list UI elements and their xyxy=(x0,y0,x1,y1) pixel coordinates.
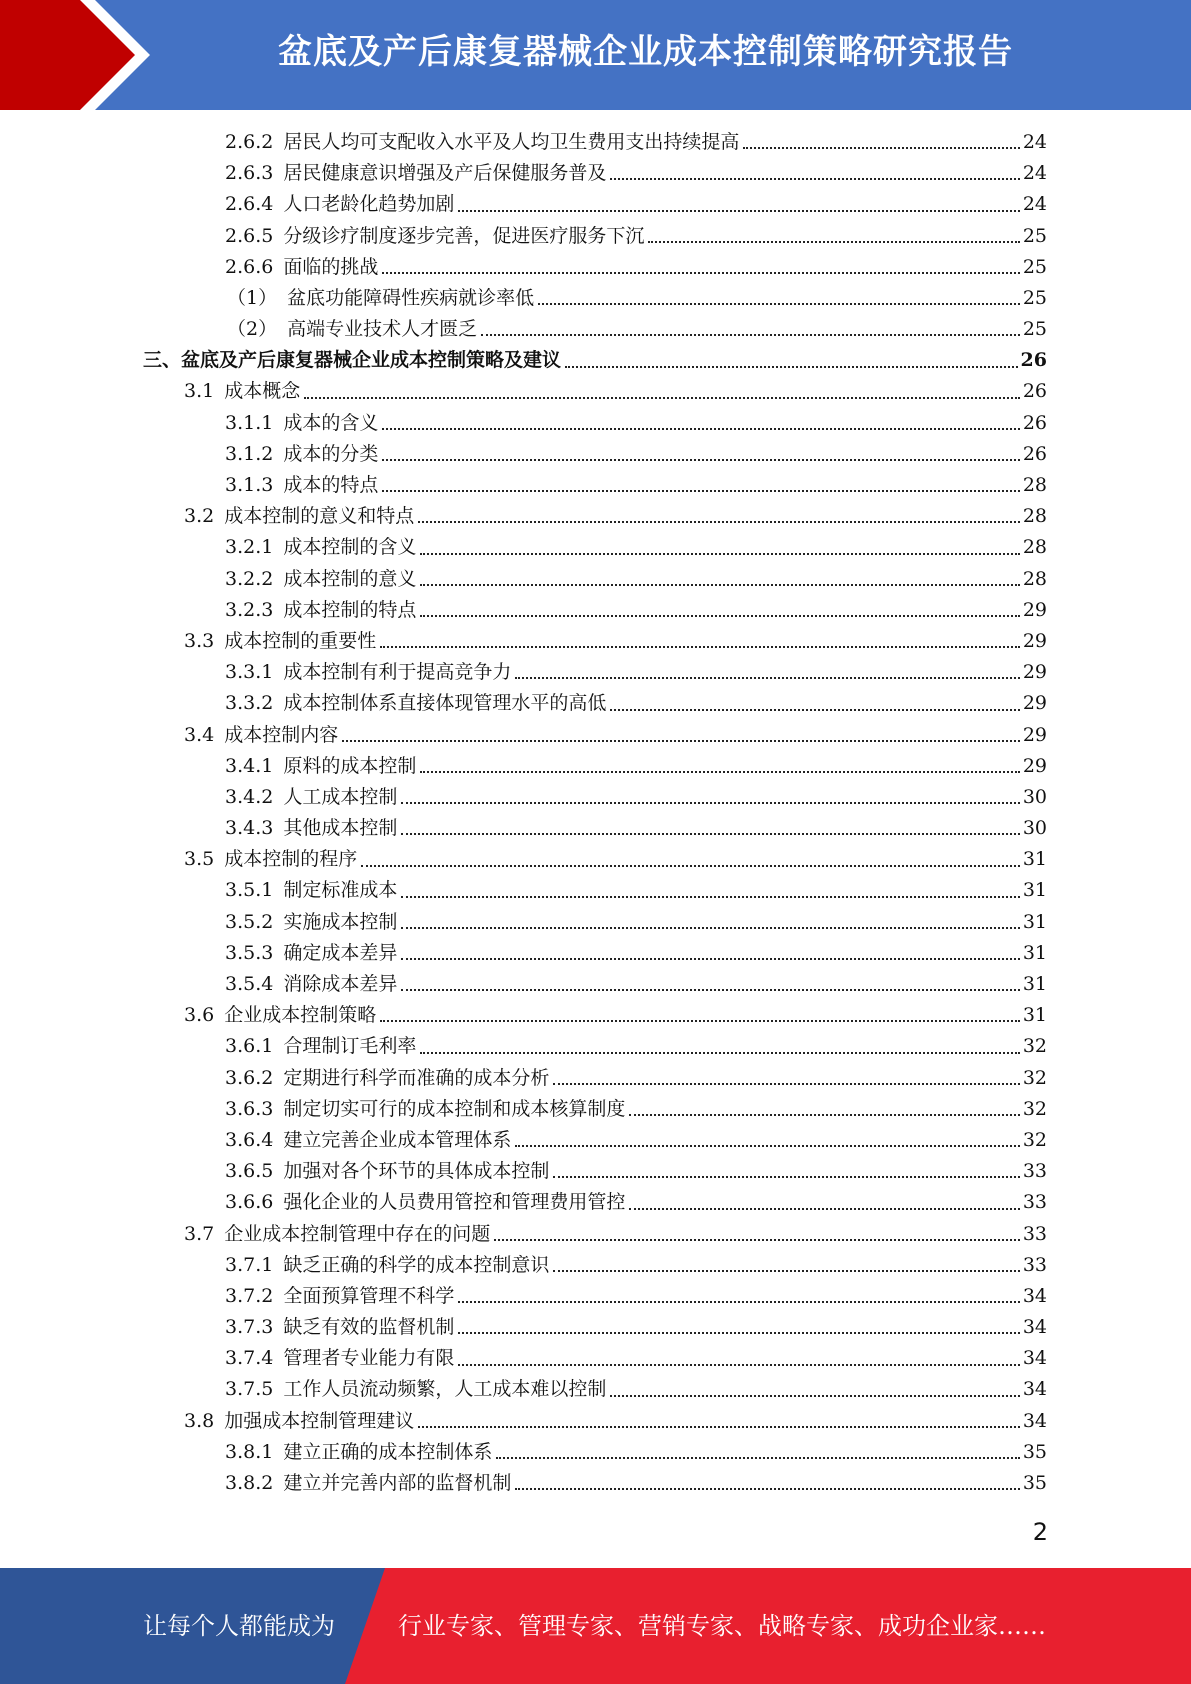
toc-entry[interactable] xyxy=(0,969,1191,1000)
toc-entry[interactable] xyxy=(0,189,1191,220)
toc-entry-text: 成本控制有利于提高竞争力 xyxy=(283,661,512,684)
toc-entry-page: 26 xyxy=(1022,380,1047,403)
toc-dot-leader xyxy=(304,396,1020,399)
toc-entry-text: 成本控制的特点 xyxy=(283,598,417,621)
toc-entry-number: 3.6.1 xyxy=(225,1035,274,1058)
toc-entry-number: 3.6.6 xyxy=(225,1191,274,1214)
document-title: 盆底及产后康复器械企业成本控制策略研究报告 xyxy=(278,32,1013,72)
toc-dot-leader xyxy=(382,458,1019,461)
toc-entry-label xyxy=(225,1063,553,1094)
toc-entry-number: 3.2.3 xyxy=(225,598,274,621)
toc-entry-page: 30 xyxy=(1022,817,1047,840)
toc-entry[interactable] xyxy=(0,1281,1191,1312)
toc-entry-number: 3.1.2 xyxy=(225,442,274,465)
toc-entry-page: 25 xyxy=(1022,286,1047,309)
toc-entry[interactable] xyxy=(0,626,1191,657)
toc-dot-leader xyxy=(565,365,1018,368)
toc-entry-page: 28 xyxy=(1022,567,1047,590)
toc-entry[interactable] xyxy=(0,844,1191,875)
toc-dot-leader xyxy=(458,209,1019,212)
toc-entry-label xyxy=(184,1000,380,1031)
toc-entry-number: 3.4.2 xyxy=(225,785,274,808)
toc-dot-leader xyxy=(538,302,1020,305)
toc-dot-leader xyxy=(401,895,1019,898)
toc-dot-leader xyxy=(382,489,1019,492)
toc-entry-text: 成本的分类 xyxy=(283,442,379,465)
toc-entry[interactable] xyxy=(0,283,1191,314)
toc-entry-text: 居民人均可支配收入水平及人均卫生费用支出持续提高 xyxy=(283,130,740,153)
toc-entry[interactable] xyxy=(0,1219,1191,1250)
toc-entry-label xyxy=(227,314,481,345)
toc-entry-page: 29 xyxy=(1022,629,1047,652)
toc-entry[interactable] xyxy=(0,720,1191,751)
toc-entry-number: 3.8.1 xyxy=(225,1440,274,1463)
toc-entry-page: 29 xyxy=(1022,723,1047,746)
toc-entry-text: 加强成本控制管理建议 xyxy=(224,1409,415,1432)
toc-entry[interactable] xyxy=(0,127,1191,158)
toc-entry-number: 3.5.2 xyxy=(225,910,274,933)
toc-entry-text: 建立完善企业成本管理体系 xyxy=(283,1128,512,1151)
toc-entry-text: 制定标准成本 xyxy=(283,879,398,902)
toc-dot-leader xyxy=(629,1113,1019,1116)
toc-dot-leader xyxy=(610,708,1019,711)
toc-entry-label xyxy=(184,1406,418,1437)
toc-dot-leader xyxy=(515,676,1019,679)
toc-entry-label xyxy=(225,408,382,439)
toc-dot-leader xyxy=(610,1394,1019,1397)
toc-entry-number: 3.2.2 xyxy=(225,567,274,590)
toc-dot-leader xyxy=(458,1363,1019,1366)
toc-dot-leader xyxy=(494,1238,1020,1241)
toc-entry-label xyxy=(225,158,610,189)
toc-entry-page: 31 xyxy=(1022,910,1047,933)
toc-entry[interactable] xyxy=(0,1312,1191,1343)
toc-entry-text: 定期进行科学而准确的成本分析 xyxy=(283,1066,550,1089)
toc-entry-label xyxy=(225,969,401,1000)
toc-dot-leader xyxy=(401,957,1019,960)
toc-entry-page: 34 xyxy=(1022,1316,1047,1339)
toc-entry-label xyxy=(227,283,538,314)
toc-entry-text: 成本控制的意义 xyxy=(283,567,417,590)
toc-entry-text: 高端专业技术人才匮乏 xyxy=(287,318,478,341)
toc-entry[interactable] xyxy=(0,408,1191,439)
toc-entry[interactable] xyxy=(0,158,1191,189)
toc-entry[interactable] xyxy=(0,782,1191,813)
toc-dot-leader xyxy=(515,1144,1019,1147)
toc-entry-label xyxy=(184,844,361,875)
toc-dot-leader xyxy=(418,1425,1020,1428)
toc-entry-page: 34 xyxy=(1022,1409,1047,1432)
toc-entry-label xyxy=(225,657,515,688)
toc-entry[interactable] xyxy=(0,1468,1191,1499)
toc-entry-text: 工作人员流动频繁，人工成本难以控制 xyxy=(283,1378,607,1401)
toc-entry[interactable] xyxy=(0,1250,1191,1281)
toc-entry-number: 3.3.2 xyxy=(225,692,274,715)
toc-entry[interactable] xyxy=(0,938,1191,969)
toc-dot-leader xyxy=(553,1269,1019,1272)
toc-entry-text: 成本控制的含义 xyxy=(283,536,417,559)
toc-entry-page: 24 xyxy=(1022,130,1047,153)
toc-dot-leader xyxy=(420,583,1019,586)
toc-entry-page: 25 xyxy=(1022,224,1047,247)
toc-dot-leader xyxy=(743,146,1019,149)
toc-entry-number: 2.6.6 xyxy=(225,255,274,278)
toc-entry-number: 3.1 xyxy=(184,380,215,403)
toc-entry-text: 实施成本控制 xyxy=(283,910,398,933)
toc-entry-label xyxy=(225,564,420,595)
toc-entry-text: 缺乏正确的科学的成本控制意识 xyxy=(283,1253,550,1276)
toc-entry[interactable] xyxy=(0,1063,1191,1094)
toc-entry-page: 26 xyxy=(1022,411,1047,434)
toc-dot-leader xyxy=(553,1082,1019,1085)
toc-entry-page: 33 xyxy=(1022,1222,1047,1245)
toc-entry-text: 消除成本差异 xyxy=(283,973,398,996)
toc-entry-label xyxy=(225,938,401,969)
toc-entry-text: 三、盆底及产后康复器械企业成本控制策略及建议 xyxy=(143,349,562,372)
toc-entry-number: 3.4.1 xyxy=(225,754,274,777)
toc-entry[interactable] xyxy=(0,907,1191,938)
toc-entry-number: （1） xyxy=(227,286,278,309)
toc-dot-leader xyxy=(382,271,1019,274)
toc-entry-number: 3.5.4 xyxy=(225,973,274,996)
toc-entry-page: 24 xyxy=(1022,193,1047,216)
toc-dot-leader xyxy=(610,177,1019,180)
toc-entry[interactable] xyxy=(0,1000,1191,1031)
toc-dot-leader xyxy=(458,1331,1019,1334)
toc-dot-leader xyxy=(380,645,1020,648)
toc-dot-leader xyxy=(553,1175,1019,1178)
toc-entry-text: 成本控制体系直接体现管理水平的高低 xyxy=(283,692,607,715)
toc-entry-page: 35 xyxy=(1022,1472,1047,1495)
toc-entry-text: 面临的挑战 xyxy=(283,255,379,278)
toc-entry[interactable] xyxy=(0,314,1191,345)
footer-slogan-left: 让每个人都能成为 xyxy=(143,1612,335,1640)
toc-entry[interactable] xyxy=(0,1437,1191,1468)
toc-entry-page: 33 xyxy=(1022,1253,1047,1276)
toc-entry-page: 31 xyxy=(1022,1004,1047,1027)
toc-entry-text: 建立并完善内部的监督机制 xyxy=(283,1472,512,1495)
toc-entry-label xyxy=(225,1094,629,1125)
toc-entry-number: 3.1.1 xyxy=(225,411,274,434)
toc-entry-page: 32 xyxy=(1022,1066,1047,1089)
toc-entry-number: （2） xyxy=(227,318,278,341)
toc-entry-label xyxy=(225,252,382,283)
toc-entry-label xyxy=(225,439,382,470)
toc-entry-label xyxy=(225,470,382,501)
page-number: 2 xyxy=(1032,1518,1048,1546)
toc-entry-label xyxy=(225,1031,420,1062)
toc-entry-page: 26 xyxy=(1022,442,1047,465)
footer-slogan-right: 行业专家、管理专家、营销专家、战略专家、成功企业家…… xyxy=(398,1612,1046,1640)
toc-entry-page: 31 xyxy=(1022,973,1047,996)
toc-dot-leader xyxy=(382,427,1019,430)
toc-entry-text: 成本的含义 xyxy=(283,411,379,434)
toc-entry-number: 3.5 xyxy=(184,848,215,871)
toc-entry-page: 26 xyxy=(1020,349,1047,372)
toc-entry[interactable] xyxy=(0,1187,1191,1218)
toc-entry[interactable] xyxy=(0,1343,1191,1374)
toc-entry[interactable] xyxy=(0,1156,1191,1187)
toc-entry-label xyxy=(184,720,342,751)
toc-entry-label xyxy=(143,345,565,376)
red-chevron-icon xyxy=(0,0,160,110)
toc-entry-text: 合理制订毛利率 xyxy=(283,1035,417,1058)
toc-entry-text: 成本控制的程序 xyxy=(224,848,358,871)
toc-entry-number: 2.6.3 xyxy=(225,162,274,185)
toc-entry[interactable] xyxy=(0,221,1191,252)
toc-entry-label xyxy=(225,1437,496,1468)
toc-entry-text: 管理者专业能力有限 xyxy=(283,1347,455,1370)
toc-entry-page: 28 xyxy=(1022,505,1047,528)
toc-entry[interactable] xyxy=(0,377,1191,408)
toc-entry[interactable] xyxy=(0,1031,1191,1062)
toc-entry[interactable] xyxy=(0,1406,1191,1437)
toc-entry[interactable] xyxy=(0,813,1191,844)
toc-entry[interactable] xyxy=(0,439,1191,470)
toc-entry-label xyxy=(225,1343,458,1374)
toc-entry[interactable] xyxy=(0,595,1191,626)
toc-entry-label xyxy=(225,875,401,906)
toc-entry-page: 25 xyxy=(1022,318,1047,341)
toc-entry-number: 3.4 xyxy=(184,723,215,746)
toc-entry-text: 人工成本控制 xyxy=(283,785,398,808)
toc-entry-text: 制定切实可行的成本控制和成本核算制度 xyxy=(283,1097,626,1120)
toc-entry-label xyxy=(225,751,420,782)
toc-entry-page: 32 xyxy=(1022,1128,1047,1151)
toc-entry-number: 3.8 xyxy=(184,1409,215,1432)
toc-entry-page: 31 xyxy=(1022,879,1047,902)
table-of-contents xyxy=(0,127,1191,1499)
toc-entry-text: 建立正确的成本控制体系 xyxy=(283,1440,493,1463)
toc-entry-text: 成本控制的重要性 xyxy=(224,629,377,652)
toc-dot-leader xyxy=(648,240,1019,243)
toc-entry-number: 3.2 xyxy=(184,505,215,528)
page-header xyxy=(0,0,1191,110)
toc-entry-text: 成本控制的意义和特点 xyxy=(224,505,415,528)
toc-entry-page: 24 xyxy=(1022,162,1047,185)
toc-entry-text: 企业成本控制策略 xyxy=(224,1004,377,1027)
toc-entry-number: 3.2.1 xyxy=(225,536,274,559)
toc-dot-leader xyxy=(401,832,1019,835)
toc-entry[interactable] xyxy=(0,532,1191,563)
toc-entry-page: 34 xyxy=(1022,1378,1047,1401)
toc-entry[interactable] xyxy=(0,345,1191,376)
toc-dot-leader xyxy=(420,614,1019,617)
toc-entry-label xyxy=(225,907,401,938)
toc-entry-label xyxy=(225,1281,458,1312)
toc-entry[interactable] xyxy=(0,501,1191,532)
toc-entry-text: 缺乏有效的监督机制 xyxy=(283,1316,455,1339)
toc-entry-number: 3.5.3 xyxy=(225,941,274,964)
toc-entry-number: 3.6.3 xyxy=(225,1097,274,1120)
toc-entry-text: 人口老龄化趋势加剧 xyxy=(283,193,455,216)
toc-entry[interactable] xyxy=(0,876,1191,907)
toc-entry-label xyxy=(225,1312,458,1343)
toc-dot-leader xyxy=(401,926,1019,929)
toc-entry[interactable] xyxy=(0,657,1191,688)
toc-entry-page: 25 xyxy=(1022,255,1047,278)
toc-entry-number: 3.6 xyxy=(184,1004,215,1027)
toc-entry-page: 29 xyxy=(1022,754,1047,777)
toc-entry[interactable] xyxy=(0,564,1191,595)
toc-entry-label xyxy=(225,1125,515,1156)
toc-entry-number: 3.7.4 xyxy=(225,1347,274,1370)
toc-entry-page: 29 xyxy=(1022,661,1047,684)
toc-entry-number: 3.7.3 xyxy=(225,1316,274,1339)
toc-dot-leader xyxy=(401,801,1019,804)
toc-entry-page: 28 xyxy=(1022,536,1047,559)
toc-entry-page: 30 xyxy=(1022,785,1047,808)
toc-entry-number: 2.6.2 xyxy=(225,130,274,153)
toc-entry-number: 3.3.1 xyxy=(225,661,274,684)
toc-entry-label xyxy=(225,189,458,220)
toc-entry-label xyxy=(225,1156,553,1187)
toc-entry-page: 34 xyxy=(1022,1284,1047,1307)
toc-dot-leader xyxy=(418,520,1020,523)
toc-entry-text: 强化企业的人员费用管控和管理费用管控 xyxy=(283,1191,626,1214)
toc-entry-number: 3.8.2 xyxy=(225,1472,274,1495)
toc-entry-number: 2.6.4 xyxy=(225,193,274,216)
toc-entry-page: 31 xyxy=(1022,848,1047,871)
toc-entry[interactable] xyxy=(0,252,1191,283)
toc-entry-text: 全面预算管理不科学 xyxy=(283,1284,455,1307)
toc-entry-label xyxy=(225,1374,610,1405)
toc-dot-leader xyxy=(401,988,1019,991)
toc-entry-label xyxy=(225,127,743,158)
toc-entry-label xyxy=(225,1187,629,1218)
toc-entry[interactable] xyxy=(0,1094,1191,1125)
toc-entry-page: 28 xyxy=(1022,474,1047,497)
toc-entry[interactable] xyxy=(0,688,1191,719)
toc-entry-label xyxy=(225,782,401,813)
toc-entry-page: 35 xyxy=(1022,1440,1047,1463)
toc-entry-text: 居民健康意识增强及产后保健服务普及 xyxy=(283,162,607,185)
toc-entry-text: 原料的成本控制 xyxy=(283,754,417,777)
toc-entry-page: 34 xyxy=(1022,1347,1047,1370)
toc-entry-text: 加强对各个环节的具体成本控制 xyxy=(283,1160,550,1183)
toc-dot-leader xyxy=(481,333,1020,336)
toc-entry-label xyxy=(184,376,304,407)
toc-entry-text: 分级诊疗制度逐步完善，促进医疗服务下沉 xyxy=(283,224,645,247)
toc-entry-page: 29 xyxy=(1022,598,1047,621)
toc-entry-label xyxy=(225,595,420,626)
toc-entry-label xyxy=(184,1219,494,1250)
toc-entry[interactable] xyxy=(0,1125,1191,1156)
toc-entry-page: 33 xyxy=(1022,1160,1047,1183)
toc-dot-leader xyxy=(380,1019,1020,1022)
toc-dot-leader xyxy=(458,1300,1019,1303)
toc-entry-label xyxy=(184,626,380,657)
toc-entry-number: 3.7.5 xyxy=(225,1378,274,1401)
toc-entry-page: 33 xyxy=(1022,1191,1047,1214)
page-footer xyxy=(0,1568,1191,1684)
toc-entry-text: 成本的特点 xyxy=(283,474,379,497)
toc-entry-number: 3.7.2 xyxy=(225,1284,274,1307)
toc-dot-leader xyxy=(420,770,1019,773)
toc-entry-number: 3.6.4 xyxy=(225,1128,274,1151)
toc-entry-text: 其他成本控制 xyxy=(283,817,398,840)
toc-entry-page: 32 xyxy=(1022,1097,1047,1120)
toc-entry-label xyxy=(225,532,420,563)
toc-dot-leader xyxy=(342,739,1020,742)
toc-entry-number: 3.3 xyxy=(184,629,215,652)
toc-entry-number: 3.7.1 xyxy=(225,1253,274,1276)
toc-entry-label xyxy=(225,1468,515,1499)
toc-entry-text: 确定成本差异 xyxy=(283,941,398,964)
toc-dot-leader xyxy=(361,864,1020,867)
toc-dot-leader xyxy=(629,1207,1019,1210)
toc-entry-label xyxy=(225,1250,553,1281)
toc-entry[interactable] xyxy=(0,751,1191,782)
toc-entry-number: 3.4.3 xyxy=(225,817,274,840)
toc-dot-leader xyxy=(420,552,1019,555)
toc-entry-label xyxy=(225,221,648,252)
toc-entry-text: 盆底功能障碍性疾病就诊率低 xyxy=(287,286,535,309)
toc-entry-number: 2.6.5 xyxy=(225,224,274,247)
toc-entry-number: 3.1.3 xyxy=(225,474,274,497)
toc-entry-number: 3.6.2 xyxy=(225,1066,274,1089)
toc-entry-page: 32 xyxy=(1022,1035,1047,1058)
toc-entry[interactable] xyxy=(0,470,1191,501)
toc-entry-text: 成本控制内容 xyxy=(224,723,339,746)
toc-dot-leader xyxy=(515,1487,1019,1490)
toc-entry-label xyxy=(225,813,401,844)
toc-entry-text: 企业成本控制管理中存在的问题 xyxy=(224,1222,491,1245)
toc-dot-leader xyxy=(420,1051,1019,1054)
toc-entry-number: 3.5.1 xyxy=(225,879,274,902)
toc-entry-label xyxy=(184,501,418,532)
toc-entry-page: 31 xyxy=(1022,941,1047,964)
toc-dot-leader xyxy=(496,1456,1019,1459)
toc-entry-label xyxy=(225,688,610,719)
toc-entry[interactable] xyxy=(0,1375,1191,1406)
toc-entry-page: 29 xyxy=(1022,692,1047,715)
toc-entry-number: 3.7 xyxy=(184,1222,215,1245)
toc-entry-number: 3.6.5 xyxy=(225,1160,274,1183)
toc-entry-text: 成本概念 xyxy=(224,380,301,403)
